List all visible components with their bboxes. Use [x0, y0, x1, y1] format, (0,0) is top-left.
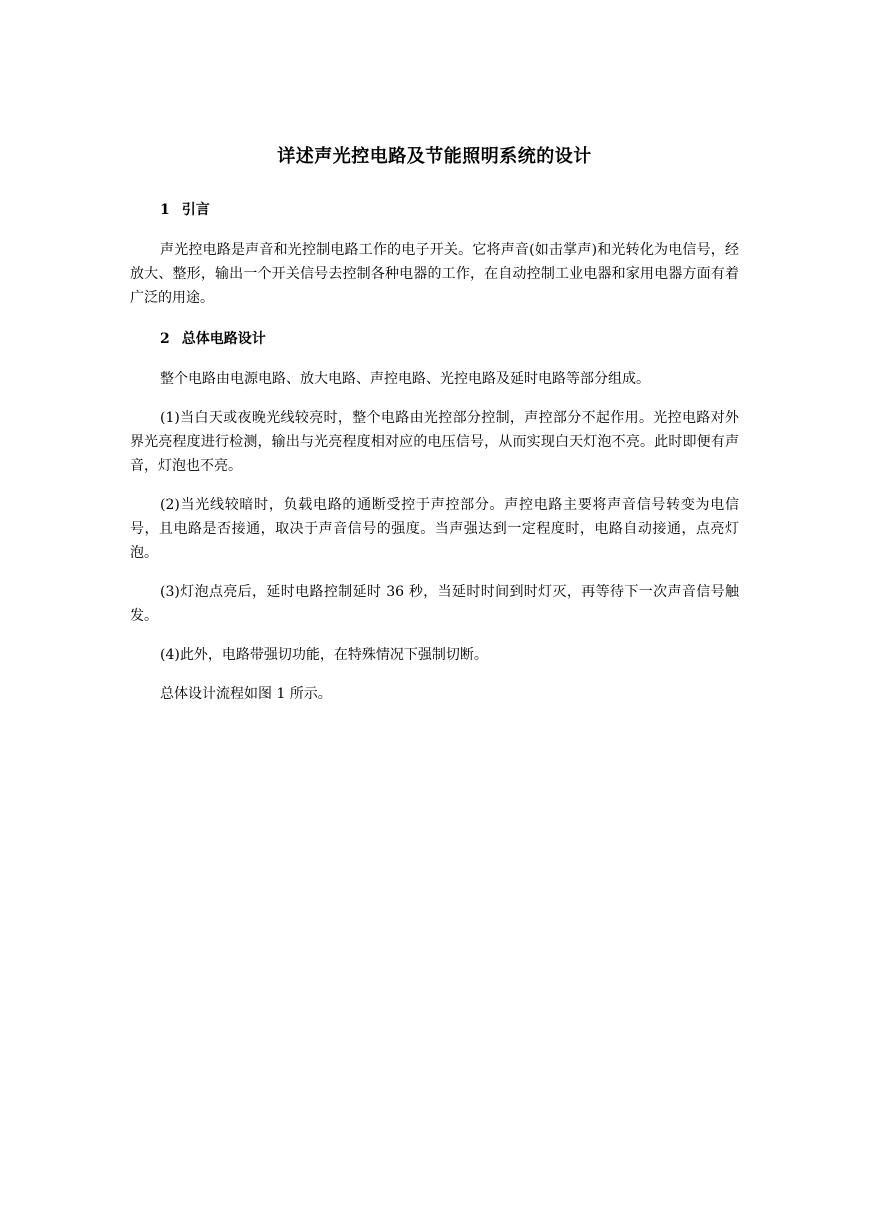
section-number: 2	[160, 331, 170, 347]
section-number: 1	[160, 202, 170, 218]
paragraph: 总体设计流程如图 1 所示。	[160, 686, 332, 702]
paragraph: (2)当光线较暗时，负载电路的通断受控于声控部分。声控电路主要将声音信号转变为电信号，且电路是否接通，取决于声音信号的强度。当声强达到一定程度时，电路自动接通，点亮灯泡。	[130, 497, 739, 561]
section-heading-text: 总体电路设计	[181, 331, 266, 347]
document-title: 详述声光控电路及节能照明系统的设计	[277, 146, 592, 167]
paragraph: (1)当白天或夜晚光线较亮时，整个电路由光控部分控制，声控部分不起作用。光控电路对外界光亮程度进行检测，输出与光亮程度相对应的电压信号，从而实现白天灯泡不亮。此时即便有声音，灯泡也不亮。	[130, 410, 739, 474]
paragraph: (4)此外，电路带强切功能，在特殊情况下强制切断。	[160, 647, 488, 663]
section-heading-intro	[130, 199, 739, 221]
paragraph: 声光控电路是声音和光控制电路工作的电子开关。它将声音(如击掌声)和光转化为电信号，经放大、整形，输出一个开关信号去控制各种电器的工作，在自动控制工业电器和家用电器方面有着广泛的用途。	[130, 242, 739, 306]
section-heading-text: 引言	[181, 202, 210, 218]
paragraph: (3)灯泡点亮后，延时电路控制延时 36 秒，当延时时间到时灯灭，再等待下一次声音信号触发。	[130, 584, 739, 624]
paragraph: 整个电路由电源电路、放大电路、声控电路、光控电路及延时电路等部分组成。	[160, 371, 650, 387]
section-heading-overall-design	[130, 328, 739, 350]
